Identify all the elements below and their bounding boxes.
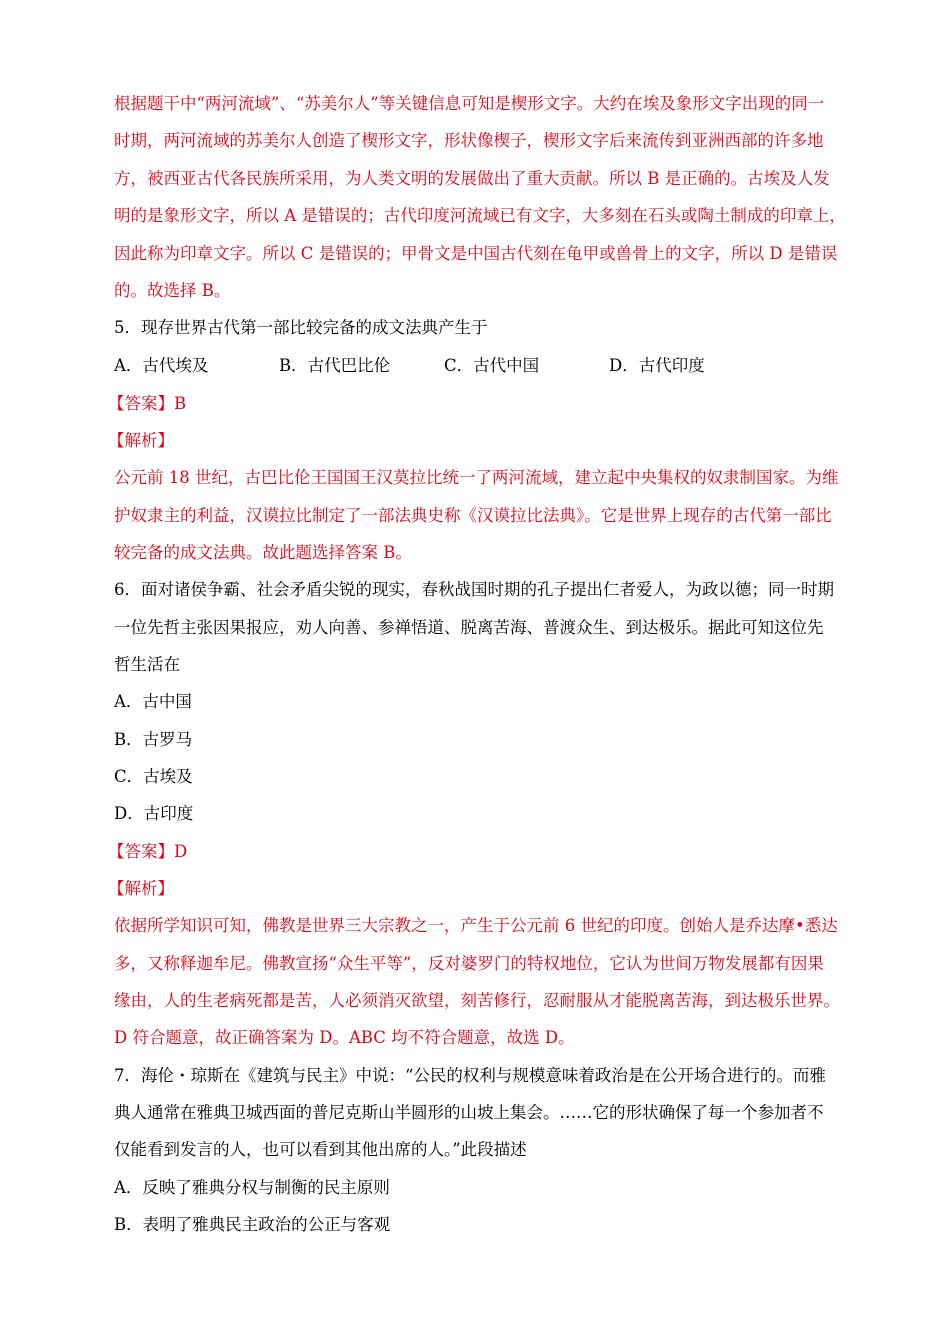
q6-explanation-line: D 符合题意，故正确答案为 D。ABC 均不符合题意，故选 D。 [114, 1028, 575, 1047]
q6-stem-line: 一位先哲主张因果报应，劝人向善、参禅悟道、脱离苦海、普渡众生、到达极乐。据此可知这位先 [114, 618, 824, 637]
q5-option-c: C．古代中国 [444, 356, 540, 375]
q5-option-a: A．古代埃及 [114, 356, 209, 375]
q4-explanation-line: 根据题干中“两河流域”、“苏美尔人”等关键信息可知是楔形文字。大约在埃及象形文字出现的同一 [114, 94, 825, 113]
q6-answer: 【答案】D [108, 842, 188, 861]
q4-explanation-line: 明的是象形文字，所以 A 是错误的；古代印度河流域已有文字，大多刻在石头或陶土制成的印章上， [114, 206, 846, 225]
q7-stem-line: 仅能看到发言的人，也可以看到其他出席的人。”此段描述 [114, 1140, 527, 1159]
q5-explanation-line: 公元前 18 世纪，古巴比伦王国国王汉莫拉比统一了两河流域，建立起中央集权的奴隶制国家。为维 [114, 468, 839, 487]
q5-option-b: B．古代巴比伦 [279, 356, 391, 375]
q5-explanation-line: 较完备的成文法典。故此题选择答案 B。 [114, 543, 412, 562]
q5-analysis-label: 【解析】 [108, 431, 174, 450]
q6-explanation-line: 多，又称释迦牟尼。佛教宣扬“众生平等”，反对婆罗门的特权地位，它认为世间万物发展都有因果 [114, 954, 824, 973]
q6-option-d: D．古印度 [114, 804, 194, 823]
q5-answer: 【答案】B [108, 394, 187, 413]
q6-option-a: A．古中国 [114, 692, 192, 711]
q6-analysis-label: 【解析】 [108, 879, 174, 898]
q7-stem-line: 典人通常在雅典卫城西面的普尼克斯山半圆形的山坡上集会。……它的形状确保了每一个参加者不 [114, 1103, 824, 1122]
q7-option-a: A．反映了雅典分权与制衡的民主原则 [114, 1178, 390, 1197]
q5-stem: 5．现存世界古代第一部比较完备的成文法典产生于 [114, 318, 488, 337]
q6-option-c: C．古埃及 [114, 767, 193, 786]
q5-option-d: D．古代印度 [609, 356, 705, 375]
q6-explanation-line: 缘由，人的生老病死都是苦，人必须消灭欲望，刻苦修行，忍耐服从才能脱离苦海，到达极乐世界。 [114, 991, 840, 1010]
q4-explanation-line: 的。故选择 B。 [114, 281, 231, 300]
q6-stem-line: 6．面对诸侯争霸、社会矛盾尖锐的现实，春秋战国时期的孔子提出仁者爱人，为政以德；同一时期 [114, 580, 834, 599]
q7-stem-line: 7．海伦・琼斯在《建筑与民主》中说：“公民的权利与规模意味着政治是在公开场合进行的。而雅 [114, 1066, 826, 1085]
q6-stem-line: 哲生活在 [114, 655, 180, 674]
q5-explanation-line: 护奴隶主的利益，汉谟拉比制定了一部法典史称《汉谟拉比法典》。它是世界上现存的古代第一部比 [114, 506, 832, 525]
q6-option-b: B．古罗马 [114, 730, 193, 749]
q4-explanation-line: 方，被西亚古代各民族所采用，为人类文明的发展做出了重大贡献。所以 B 是正确的。古埃及人发 [114, 169, 830, 188]
q7-option-b: B．表明了雅典民主政治的公正与客观 [114, 1215, 391, 1234]
q4-explanation-line: 时期，两河流域的苏美尔人创造了楔形文字，形状像楔子，楔形文字后来流传到亚洲西部的许多地 [114, 131, 824, 150]
q4-explanation-line: 因此称为印章文字。所以 C 是错误的；甲骨文是中国古代刻在龟甲或兽骨上的文字，所以 D 是错误 [114, 244, 838, 263]
q6-explanation-line: 依据所学知识可知，佛教是世界三大宗教之一，产生于公元前 6 世纪的印度。创始人是乔达摩•悉达 [114, 916, 838, 935]
